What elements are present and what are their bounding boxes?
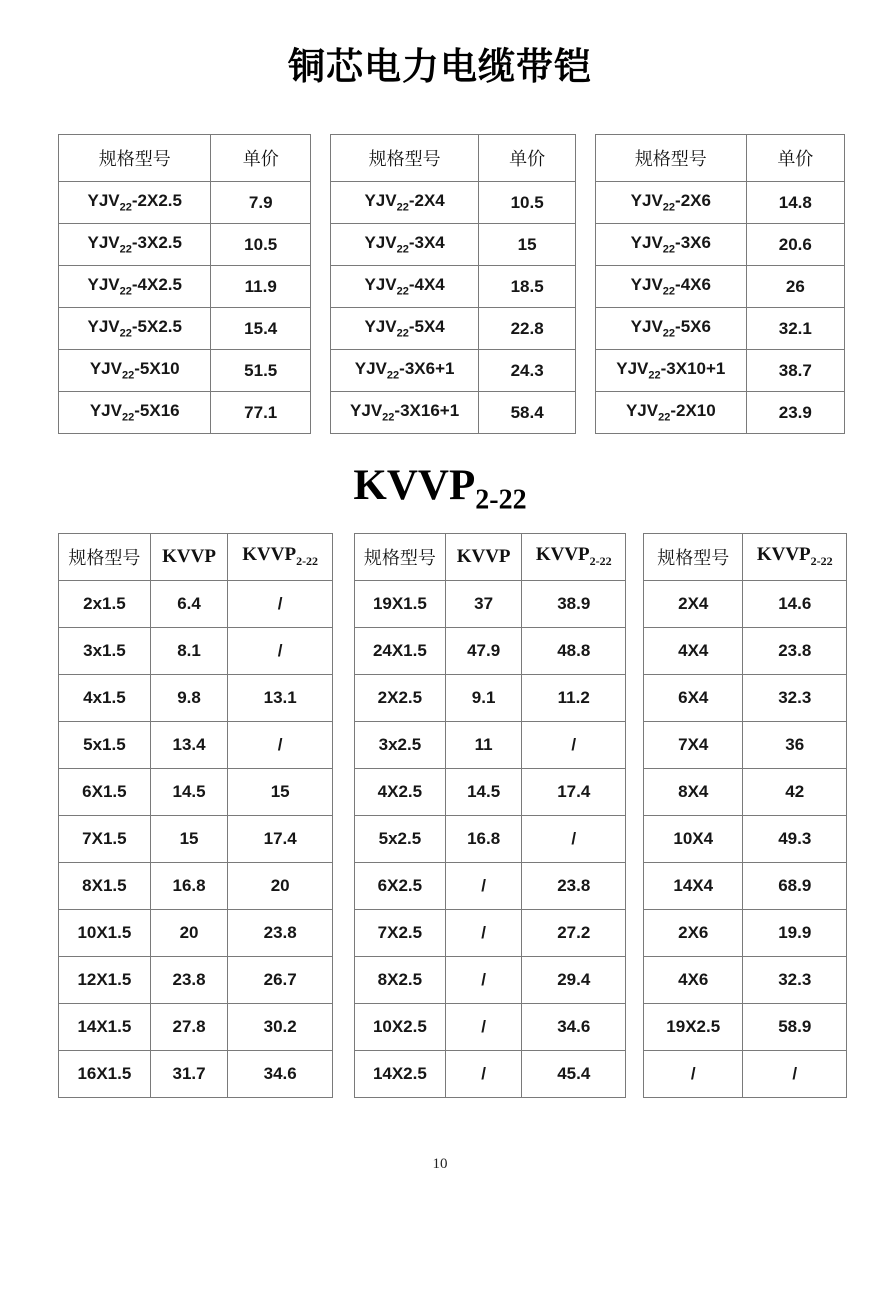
table-cell: 10X2.5 <box>355 1003 446 1050</box>
column-header: $KVVP_{2-22}$ <box>228 533 333 580</box>
table-cell: 31.7 <box>150 1050 228 1097</box>
table-cell: 38.9 <box>522 580 626 627</box>
column-header: 单价 <box>746 135 844 182</box>
column-header: KVVP <box>150 533 228 580</box>
table-row <box>596 182 845 224</box>
table-row <box>596 308 845 350</box>
table-cell: 10.5 <box>479 182 576 224</box>
table-row <box>59 350 311 392</box>
table-cell: 8X1.5 <box>59 862 151 909</box>
table-row <box>596 350 845 392</box>
table-cell: 8.1 <box>150 627 228 674</box>
table-cell: $YJV_{22}-4X4$ <box>331 266 479 308</box>
table-cell: 15.4 <box>211 308 311 350</box>
table-row <box>331 224 576 266</box>
price-table <box>595 134 845 434</box>
column-header: $KVVP_{2-22}$ <box>522 533 626 580</box>
table-cell: / <box>445 1050 522 1097</box>
table-cell: 9.8 <box>150 674 228 721</box>
table-row <box>355 956 626 1003</box>
table-cell: / <box>445 862 522 909</box>
table-cell: 15 <box>150 815 228 862</box>
table-cell: $YJV_{22}-3X16+1$ <box>331 392 479 434</box>
column-header: 规格型号 <box>331 135 479 182</box>
table-cell: 20 <box>150 909 228 956</box>
table-cell: 36 <box>743 721 847 768</box>
table-cell: 19X2.5 <box>644 1003 743 1050</box>
kvvp-title-subscript: 2-22 <box>475 484 527 516</box>
table-row <box>59 1050 333 1097</box>
table-row <box>331 392 576 434</box>
table-cell: 14X2.5 <box>355 1050 446 1097</box>
table-cell: $YJV_{22}-2X2.5$ <box>59 182 211 224</box>
table-cell: 14X4 <box>644 862 743 909</box>
table-cell: 17.4 <box>522 768 626 815</box>
table-cell: 34.6 <box>228 1050 333 1097</box>
table-cell: 14.8 <box>746 182 844 224</box>
table-cell: $YJV_{22}-3X4$ <box>331 224 479 266</box>
table-cell: / <box>228 627 333 674</box>
table-cell: $YJV_{22}-2X4$ <box>331 182 479 224</box>
table-row <box>596 224 845 266</box>
table-cell: 11.9 <box>211 266 311 308</box>
table-cell: 14.5 <box>445 768 522 815</box>
table-cell: 13.4 <box>150 721 228 768</box>
table-row <box>59 266 311 308</box>
table-row <box>355 862 626 909</box>
table-cell: 47.9 <box>445 627 522 674</box>
table-cell: 68.9 <box>743 862 847 909</box>
table-cell: 8X4 <box>644 768 743 815</box>
column-header: KVVP <box>445 533 522 580</box>
table-cell: 49.3 <box>743 815 847 862</box>
table-row <box>59 627 333 674</box>
yjv-price-table-2 <box>330 134 576 434</box>
table-row <box>59 862 333 909</box>
column-header: 规格型号 <box>596 135 747 182</box>
table-cell: 7.9 <box>211 182 311 224</box>
table-row <box>355 909 626 956</box>
table-cell: 18.5 <box>479 266 576 308</box>
table-cell: 24.3 <box>479 350 576 392</box>
header-row <box>644 533 847 580</box>
column-header: 单价 <box>479 135 576 182</box>
table-row <box>59 224 311 266</box>
table-cell: 2X2.5 <box>355 674 446 721</box>
table-cell: 16.8 <box>150 862 228 909</box>
column-header: 规格型号 <box>59 533 151 580</box>
table-cell: 23.8 <box>228 909 333 956</box>
table-cell: 4x1.5 <box>59 674 151 721</box>
table-cell: $YJV_{22}-2X6$ <box>596 182 747 224</box>
table-row <box>644 768 847 815</box>
table-row <box>59 721 333 768</box>
table-cell: 17.4 <box>228 815 333 862</box>
price-table <box>330 134 576 434</box>
table-cell: 13.1 <box>228 674 333 721</box>
table-cell: 6X1.5 <box>59 768 151 815</box>
table-cell: 51.5 <box>211 350 311 392</box>
table-row <box>331 266 576 308</box>
column-header: $KVVP_{2-22}$ <box>743 533 847 580</box>
table-cell: 24X1.5 <box>355 627 446 674</box>
table-cell: 14.6 <box>743 580 847 627</box>
table-cell: 9.1 <box>445 674 522 721</box>
table-cell: 19.9 <box>743 909 847 956</box>
table-cell: / <box>522 721 626 768</box>
table-cell: 26 <box>746 266 844 308</box>
table-cell: 10.5 <box>211 224 311 266</box>
table-cell: 32.3 <box>743 956 847 1003</box>
table-cell: 4X6 <box>644 956 743 1003</box>
table-row <box>355 768 626 815</box>
table-cell: 20.6 <box>746 224 844 266</box>
table-cell: 3x1.5 <box>59 627 151 674</box>
table-row <box>644 862 847 909</box>
table-cell: 32.3 <box>743 674 847 721</box>
table-row <box>331 308 576 350</box>
table-cell: 14.5 <box>150 768 228 815</box>
kvvp-price-table-3 <box>643 533 847 1098</box>
price-table <box>354 533 626 1098</box>
table-cell: $YJV_{22}-3X6$ <box>596 224 747 266</box>
table-cell: 26.7 <box>228 956 333 1003</box>
column-header: 单价 <box>211 135 311 182</box>
table-row <box>644 956 847 1003</box>
table-cell: 23.8 <box>743 627 847 674</box>
table-row <box>355 580 626 627</box>
table-row <box>644 815 847 862</box>
table-cell: 4X4 <box>644 627 743 674</box>
yjv-price-table-1 <box>58 134 311 434</box>
table-cell: 2X4 <box>644 580 743 627</box>
table-cell: 7X1.5 <box>59 815 151 862</box>
table-cell: 34.6 <box>522 1003 626 1050</box>
yjv-price-tables-row <box>58 134 880 434</box>
page-number: 10 <box>432 1155 448 1172</box>
table-row <box>644 1050 847 1097</box>
table-cell: 11.2 <box>522 674 626 721</box>
table-cell: 19X1.5 <box>355 580 446 627</box>
table-cell: 7X2.5 <box>355 909 446 956</box>
kvvp-price-table-1 <box>58 533 333 1098</box>
header-row <box>355 533 626 580</box>
column-header: 规格型号 <box>59 135 211 182</box>
column-header: 规格型号 <box>644 533 743 580</box>
page-title: 铜芯电力电缆带铠 <box>288 47 592 88</box>
table-cell: 4X2.5 <box>355 768 446 815</box>
table-cell: / <box>228 721 333 768</box>
table-cell: / <box>445 1003 522 1050</box>
table-cell: 27.2 <box>522 909 626 956</box>
yjv-price-table-3 <box>595 134 845 434</box>
table-cell: 77.1 <box>211 392 311 434</box>
document-page <box>0 46 880 1173</box>
table-row <box>355 1050 626 1097</box>
table-cell: $YJV_{22}-5X4$ <box>331 308 479 350</box>
table-cell: 10X1.5 <box>59 909 151 956</box>
table-cell: 2x1.5 <box>59 580 151 627</box>
column-header: 规格型号 <box>355 533 446 580</box>
table-row <box>59 956 333 1003</box>
table-cell: $YJV_{22}-5X6$ <box>596 308 747 350</box>
table-cell: 6.4 <box>150 580 228 627</box>
table-row <box>59 182 311 224</box>
table-cell: 58.4 <box>479 392 576 434</box>
header-row <box>59 135 311 182</box>
table-row <box>355 674 626 721</box>
table-cell: 6X4 <box>644 674 743 721</box>
table-row <box>355 815 626 862</box>
table-cell: / <box>644 1050 743 1097</box>
table-cell: 11 <box>445 721 522 768</box>
table-row <box>59 674 333 721</box>
price-table <box>58 134 311 434</box>
table-cell: 38.7 <box>746 350 844 392</box>
table-cell: 16.8 <box>445 815 522 862</box>
table-cell: $YJV_{22}-4X6$ <box>596 266 747 308</box>
table-row <box>644 1003 847 1050</box>
table-row <box>59 768 333 815</box>
table-cell: $YJV_{22}-4X2.5$ <box>59 266 211 308</box>
table-cell: 20 <box>228 862 333 909</box>
table-cell: 23.9 <box>746 392 844 434</box>
table-row <box>59 1003 333 1050</box>
table-cell: $YJV_{22}-5X2.5$ <box>59 308 211 350</box>
table-row <box>644 721 847 768</box>
table-cell: 15 <box>228 768 333 815</box>
price-table <box>58 533 333 1098</box>
table-cell: 7X4 <box>644 721 743 768</box>
table-cell: 16X1.5 <box>59 1050 151 1097</box>
table-cell: $YJV_{22}-3X10+1$ <box>596 350 747 392</box>
table-row <box>59 909 333 956</box>
table-row <box>59 580 333 627</box>
table-cell: 58.9 <box>743 1003 847 1050</box>
table-cell: 3x2.5 <box>355 721 446 768</box>
table-row <box>59 815 333 862</box>
table-cell: / <box>743 1050 847 1097</box>
table-row <box>59 392 311 434</box>
price-table <box>643 533 847 1098</box>
table-cell: 14X1.5 <box>59 1003 151 1050</box>
table-cell: 37 <box>445 580 522 627</box>
table-cell: 29.4 <box>522 956 626 1003</box>
table-row <box>644 674 847 721</box>
kvvp-section-title <box>0 462 880 525</box>
table-row <box>331 350 576 392</box>
table-row <box>644 627 847 674</box>
table-row <box>644 580 847 627</box>
table-cell: $YJV_{22}-2X10$ <box>596 392 747 434</box>
table-cell: 42 <box>743 768 847 815</box>
table-cell: / <box>445 909 522 956</box>
kvvp-price-tables-row <box>58 533 880 1098</box>
table-cell: 27.8 <box>150 1003 228 1050</box>
table-cell: $YJV_{22}-3X6+1$ <box>331 350 479 392</box>
table-row <box>355 721 626 768</box>
table-cell: 8X2.5 <box>355 956 446 1003</box>
table-cell: 48.8 <box>522 627 626 674</box>
header-row <box>331 135 576 182</box>
table-row <box>596 392 845 434</box>
table-cell: 45.4 <box>522 1050 626 1097</box>
table-row <box>596 266 845 308</box>
table-cell: 5x2.5 <box>355 815 446 862</box>
table-cell: $YJV_{22}-5X10$ <box>59 350 211 392</box>
table-row <box>355 1003 626 1050</box>
table-cell: 2X6 <box>644 909 743 956</box>
header-row <box>596 135 845 182</box>
table-row <box>644 909 847 956</box>
table-cell: 22.8 <box>479 308 576 350</box>
table-cell: $YJV_{22}-3X2.5$ <box>59 224 211 266</box>
kvvp-title-base: KVVP <box>353 462 476 509</box>
table-row <box>355 627 626 674</box>
table-cell: / <box>228 580 333 627</box>
header-row <box>59 533 333 580</box>
table-cell: 6X2.5 <box>355 862 446 909</box>
table-cell: 32.1 <box>746 308 844 350</box>
table-cell: 23.8 <box>150 956 228 1003</box>
table-row <box>331 182 576 224</box>
table-cell: $YJV_{22}-5X16$ <box>59 392 211 434</box>
table-cell: 15 <box>479 224 576 266</box>
table-cell: 5x1.5 <box>59 721 151 768</box>
table-cell: 23.8 <box>522 862 626 909</box>
kvvp-price-table-2 <box>354 533 626 1098</box>
table-cell: 10X4 <box>644 815 743 862</box>
table-cell: 30.2 <box>228 1003 333 1050</box>
table-row <box>59 308 311 350</box>
table-cell: / <box>445 956 522 1003</box>
table-cell: 12X1.5 <box>59 956 151 1003</box>
table-cell: / <box>522 815 626 862</box>
